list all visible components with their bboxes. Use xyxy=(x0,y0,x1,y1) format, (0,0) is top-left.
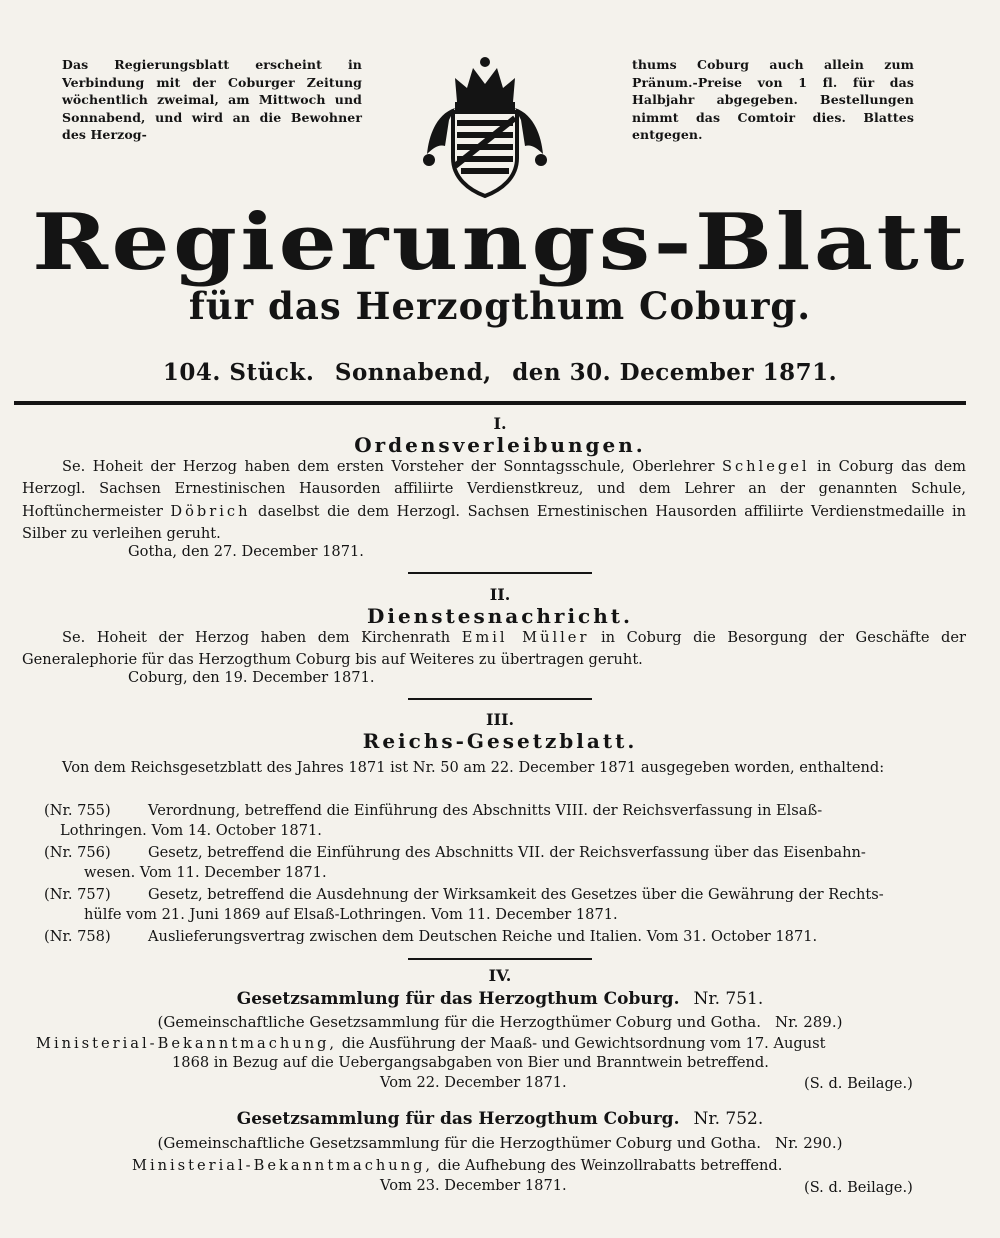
law-entry-nr: (Nr. 757) xyxy=(44,886,111,903)
section-3-number: III. xyxy=(485,710,515,729)
law-entry-nr: (Nr. 755) xyxy=(44,802,111,819)
section-2-text-a: Se. Hoheit der Herzog haben dem Kirchenrath xyxy=(62,629,451,646)
issue-day: Sonnabend, xyxy=(334,359,492,386)
law-entry-text-cont: Lothringen. Vom 14. October 1871. xyxy=(60,822,322,839)
law-entry-nr: (Nr. 756) xyxy=(44,844,111,861)
newspaper-subtitle: für das Herzogthum Coburg. xyxy=(188,284,812,328)
description-lead: Ministerial-Bekanntmachung, xyxy=(36,1035,338,1052)
gesetzsammlung-title-text: Gesetzsammlung für das Herzogthum Coburg. xyxy=(236,1109,680,1129)
description-lead: Ministerial-Bekanntmachung, xyxy=(132,1157,434,1174)
gesetzsammlung-title-text: Gesetzsammlung für das Herzogthum Coburg. xyxy=(236,989,680,1009)
gesetzsammlung-number: Nr. 751. xyxy=(693,989,764,1009)
section-1-title: Ordensverleibungen. xyxy=(354,433,646,457)
person-name-mueller: Emil Müller xyxy=(461,629,590,646)
masthead-note-right: thums Coburg auch allein zum Pränum.-Preise von 1 fl. für das Halbjahr abgegeben. Bestellungen nimmt das Comtoir dies. Blattes entgegen. xyxy=(632,57,914,142)
gesetzsammlung-subtitle-text: (Gemeinschaftliche Gesetzsammlung für die Herzogthümer Coburg und Gotha. xyxy=(157,1013,762,1031)
supplement-note: (S. d. Beilage.) xyxy=(804,1179,913,1196)
section-1-text xyxy=(22,456,966,546)
person-name-schlegel: Schlegel xyxy=(721,458,810,475)
person-name-doebrich: Döbrich xyxy=(170,502,251,520)
gesetzsammlung-date: Vom 22. December 1871. xyxy=(380,1074,567,1091)
gesetzsammlung-title xyxy=(0,1108,1000,1130)
section-divider xyxy=(408,698,592,700)
gesetzsammlung-description-cont: 1868 in Bezug auf die Uebergangsabgaben von Bier und Branntwein betreffend. xyxy=(172,1054,769,1071)
gesetzsammlung-description xyxy=(132,1155,782,1177)
ducal-coat-of-arms-icon xyxy=(415,50,555,200)
section-3-title: Reichs-Gesetzblatt. xyxy=(362,729,638,753)
section-divider xyxy=(408,958,592,960)
masthead-rule xyxy=(14,401,966,405)
gesetzsammlung-subtitle xyxy=(0,1012,1000,1032)
description-text: die Aufhebung des Weinzollrabatts betreffend. xyxy=(437,1157,783,1174)
issue-number: 104. Stück. xyxy=(162,359,315,386)
supplement-note: (S. d. Beilage.) xyxy=(804,1075,913,1092)
section-2-place-date: Coburg, den 19. December 1871. xyxy=(128,669,375,686)
law-entry-text: Gesetz, betreffend die Ausdehnung der Wirksamkeit des Gesetzes über die Gewährung der Rechts- xyxy=(148,886,884,903)
section-divider xyxy=(408,572,592,574)
law-entry-text: Auslieferungsvertrag zwischen dem Deutschen Reiche und Italien. Vom 31. October 1871. xyxy=(148,928,818,945)
gesetzsammlung-subtitle xyxy=(0,1133,1000,1153)
issue-line xyxy=(0,358,1000,388)
section-1-number: I. xyxy=(493,414,507,433)
gesetzsammlung-date: Vom 23. December 1871. xyxy=(380,1177,567,1194)
law-entry-text: Gesetz, betreffend die Einführung des Abschnitts VII. der Reichsverfassung über das Eisenbahn- xyxy=(148,844,866,861)
section-1-text-c: daselbst die dem Herzogl. Sachsen Ernestinischen Hausorden affiliirte Verdienstmedaille in Silber zu verleihen geruht. xyxy=(22,502,967,543)
section-3-intro: Von dem Reichsgesetzblatt des Jahres 1871 ist Nr. 50 am 22. December 1871 ausgegeben worden, enthaltend: xyxy=(62,759,885,776)
law-entry-text-cont: hülfe vom 21. Juni 1869 auf Elsaß-Lothringen. Vom 11. December 1871. xyxy=(84,906,618,923)
section-2-text xyxy=(22,627,966,672)
law-entry-text: Verordnung, betreffend die Einführung des Abschnitts VIII. der Reichsverfassung in Elsaß- xyxy=(148,802,823,819)
section-2-number: II. xyxy=(489,585,511,604)
newspaper-title: Regierungs-Blatt xyxy=(32,197,968,288)
law-entry-nr: (Nr. 758) xyxy=(44,928,111,945)
gesetzsammlung-subtitle-number: Nr. 290.) xyxy=(775,1134,843,1152)
law-entry-text-cont: wesen. Vom 11. December 1871. xyxy=(84,864,327,881)
section-4-number: IV. xyxy=(488,966,512,985)
section-2-title: Dienstesnachricht. xyxy=(367,604,633,628)
gesetzsammlung-number: Nr. 752. xyxy=(693,1109,764,1129)
section-1-place-date: Gotha, den 27. December 1871. xyxy=(128,543,364,560)
section-1-text-a: Se. Hoheit der Herzog haben dem ersten Vorsteher der Sonntagsschule, Oberlehrer xyxy=(62,458,715,475)
gesetzsammlung-subtitle-text: (Gemeinschaftliche Gesetzsammlung für die Herzogthümer Coburg und Gotha. xyxy=(157,1134,762,1152)
gesetzsammlung-subtitle-number: Nr. 289.) xyxy=(775,1013,843,1031)
masthead-note-left: Das Regierungsblatt erscheint in Verbindung mit der Coburger Zeitung wöchentlich zweimal, am Mittwoch und Sonnabend, und wird an die Bewohner des Herzog- xyxy=(62,57,362,142)
section-2-text-b: in Coburg die Besorgung der Geschäfte der Generalephorie für das Herzogthum Coburg bis auf Weiteres zu übertragen geruht. xyxy=(22,629,966,669)
description-text: die Ausführung der Maaß- und Gewichtsordnung vom 17. August xyxy=(341,1035,826,1052)
section-1-text-b: in Coburg das dem Herzogl. Sachsen Ernestinischen Hausorden affiliirte Verdienstkreuz, und dem Lehrer an der genannten Schule, Hoftünchermeister xyxy=(22,458,967,520)
gesetzsammlung-title xyxy=(0,988,1000,1010)
issue-date: den 30. December 1871. xyxy=(512,359,838,386)
